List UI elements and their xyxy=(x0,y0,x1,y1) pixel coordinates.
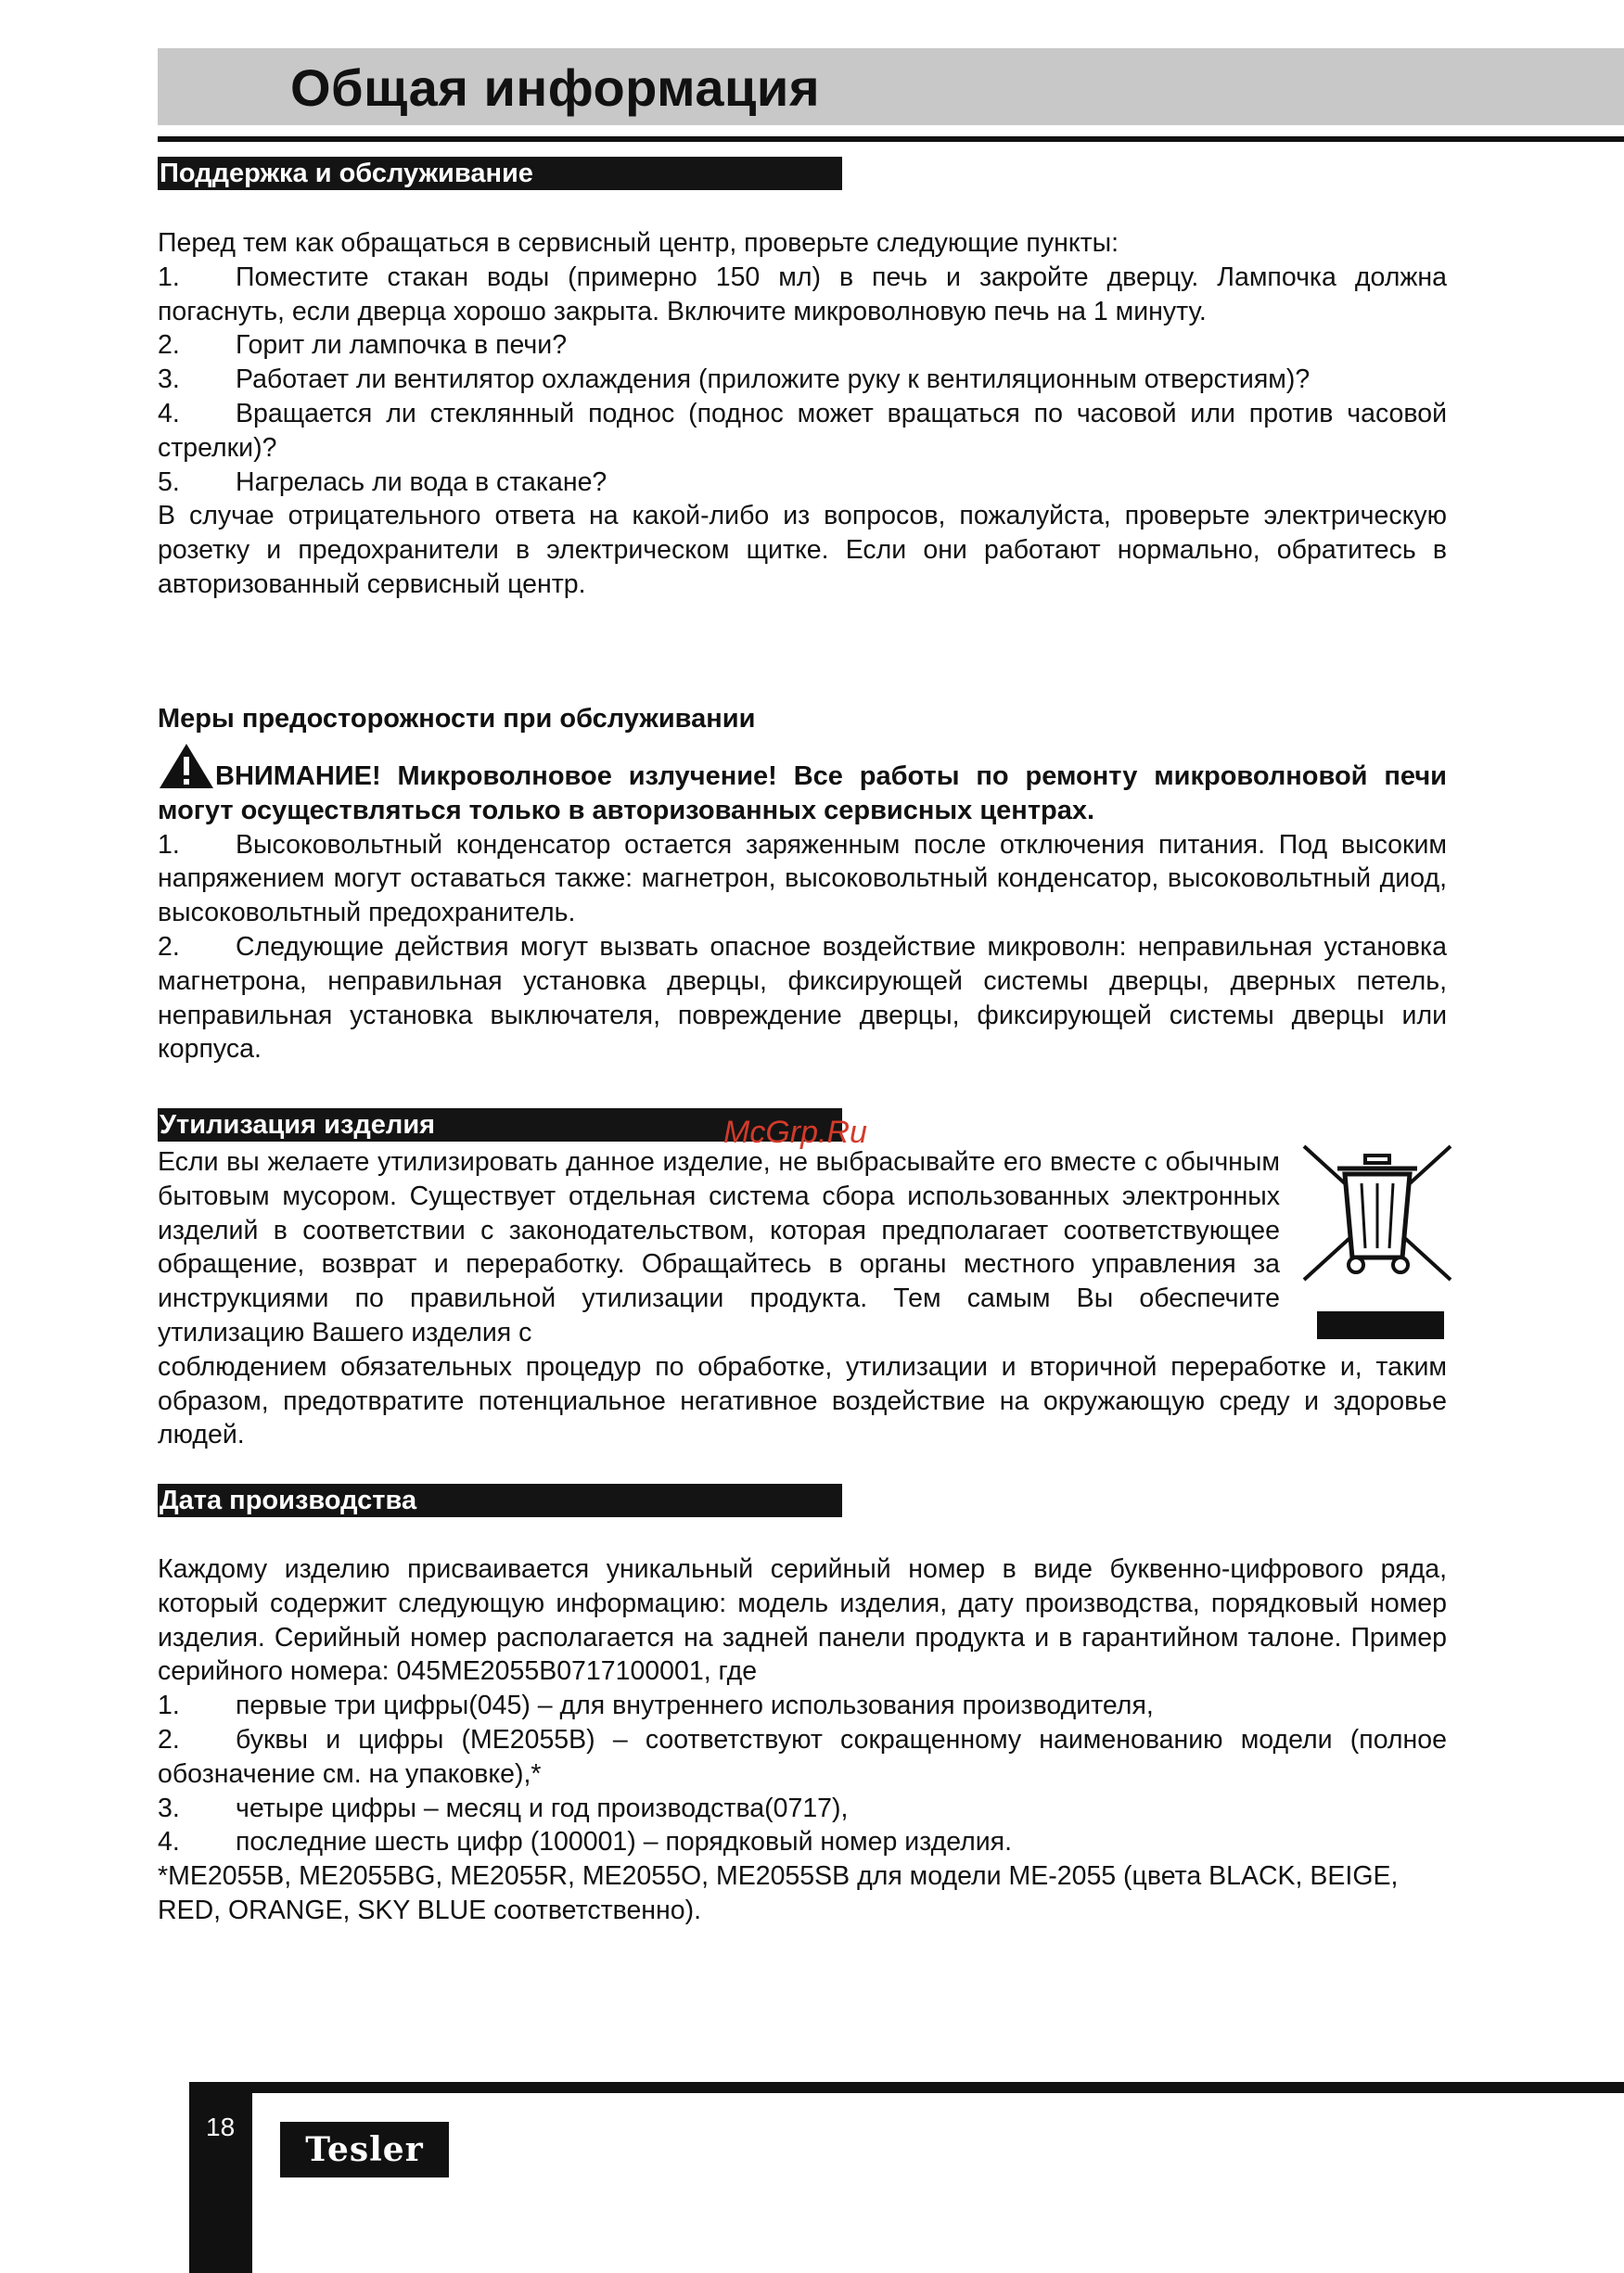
weee-underline-bar xyxy=(1317,1311,1444,1339)
support-body xyxy=(158,226,1447,602)
brand-logo: Tesler xyxy=(280,2122,449,2177)
production-item: 1. первые три цифры(045) – для внутреннего использования производителя, xyxy=(158,1691,1154,1721)
page-number: 18 xyxy=(206,2113,236,2141)
disposal-body xyxy=(158,1145,1447,1452)
section-heading-disposal: Утилизация изделия xyxy=(158,1108,842,1142)
section-heading-precautions: Меры предосторожности при обслуживании xyxy=(158,704,756,734)
production-item: 4. последние шесть цифр (100001) – порядковый номер изделия. xyxy=(158,1827,1013,1858)
disposal-text-narrow: Если вы желаете утилизировать данное изделие, не выбрасывайте его вместе с обычным бытовым мусором. Существует отдельная система сбора использованных электронных изделий в соответствии с законодательством, которая предполагает соответствующее обращение, возврат и переработку. Обращайтесь в органы местного управления за инструкциями по правильной утилизации продукта. Тем самым Вы обеспечите утилизацию Вашего изделия с xyxy=(158,1147,1280,1347)
title-bar xyxy=(158,48,1624,125)
title-divider xyxy=(158,136,1624,142)
weee-crossed-bin-icon xyxy=(1298,1139,1456,1287)
footer-page-column xyxy=(189,2082,252,2273)
production-body xyxy=(158,1552,1447,1928)
production-intro: Каждому изделию присваивается уникальный серийный номер в виде буквенно-цифрового ряда, который содержит следующую информацию: модель изделия, дату производства, порядковый номер изделия. Серийный номер располагается на задней панели продукта и в гарантийном талоне. Пример серийного номера: 045ME2055B0717100001, где xyxy=(158,1554,1447,1687)
warning-triangle-icon xyxy=(158,742,215,790)
support-item: 4. Вращается ли стеклянный поднос (поднос может вращаться по часовой или против часовой стрелки)? xyxy=(158,398,1447,463)
watermark: McGrp.Ru xyxy=(723,1115,867,1150)
support-item: 1. Поместите стакан воды (примерно 150 мл) в печь и закройте дверцу. Лампочка должна погаснуть, если дверца хорошо закрыта. Включите микроволновую печь на 1 минуту. xyxy=(158,262,1447,326)
precautions-body xyxy=(158,742,1447,1066)
warning-label: ВНИМАНИЕ xyxy=(215,761,372,791)
disposal-text-wide: соблюдением обязательных процедур по обработке, утилизации и вторичной переработке и, таким образом, предотвратите потенциальное негативное воздействие на окружающую среду и здоровье людей. xyxy=(158,1351,1447,1450)
production-item: 2. буквы и цифры (ME2055B) – соответствуют сокращенному наименованию модели (полное обозначение см. на упаковке),* xyxy=(158,1724,1447,1789)
footer-divider xyxy=(189,2082,1624,2093)
support-item: 2. Горит ли лампочка в печи? xyxy=(158,330,568,361)
support-item: 3. Работает ли вентилятор охлаждения (приложите руку к вентиляционным отверстиям)? xyxy=(158,364,1311,395)
precaution-item: 1. Высоковольтный конденсатор остается заряженным после отключения питания. Под высоким напряжением могут оставаться также: магнетрон, высоковольтный конденсатор, высоковольтный диод, высоковольтный предохранитель. xyxy=(158,829,1447,928)
support-item: 5. Нагрелась ли вода в стакане? xyxy=(158,466,607,497)
section-heading-production: Дата производства xyxy=(158,1484,842,1517)
precaution-item: 2. Следующие действия могут вызвать опасное воздействие микроволн: неправильная установка магнетрона, неправильная установка дверцы, фиксирующей системы дверцы, дверных петель, неправильная установка выключателя, повреждение дверцы, фиксирующей системы дверцы или корпуса. xyxy=(158,931,1447,1065)
production-item: 3. четыре цифры – месяц и год производства(0717), xyxy=(158,1793,849,1823)
support-outro: В случае отрицательного ответа на какой-либо из вопросов, пожалуйста, проверьте электрическую розетку и предохранители в электрическом щитке. Если они работают нормально, обратитесь в авторизованный сервисный центр. xyxy=(158,501,1447,599)
page-title: Общая информация xyxy=(290,58,821,117)
support-intro: Перед тем как обращаться в сервисный центр, проверьте следующие пункты: xyxy=(158,228,1119,258)
warning-text: ! Микроволновое излучение! Все работы по ремонту микроволновой печи могут осуществляться только в авторизованных сервисных центрах. xyxy=(158,761,1447,825)
section-heading-support: Поддержка и обслуживание xyxy=(158,157,842,190)
production-note: *ME2055B, ME2055BG, ME2055R, ME2055O, ME2055SB для модели ME-2055 (цвета BLACK, BEIGE, RED, ORANGE, SKY BLUE соответственно). xyxy=(158,1861,1399,1925)
warning-paragraph xyxy=(158,742,1447,828)
